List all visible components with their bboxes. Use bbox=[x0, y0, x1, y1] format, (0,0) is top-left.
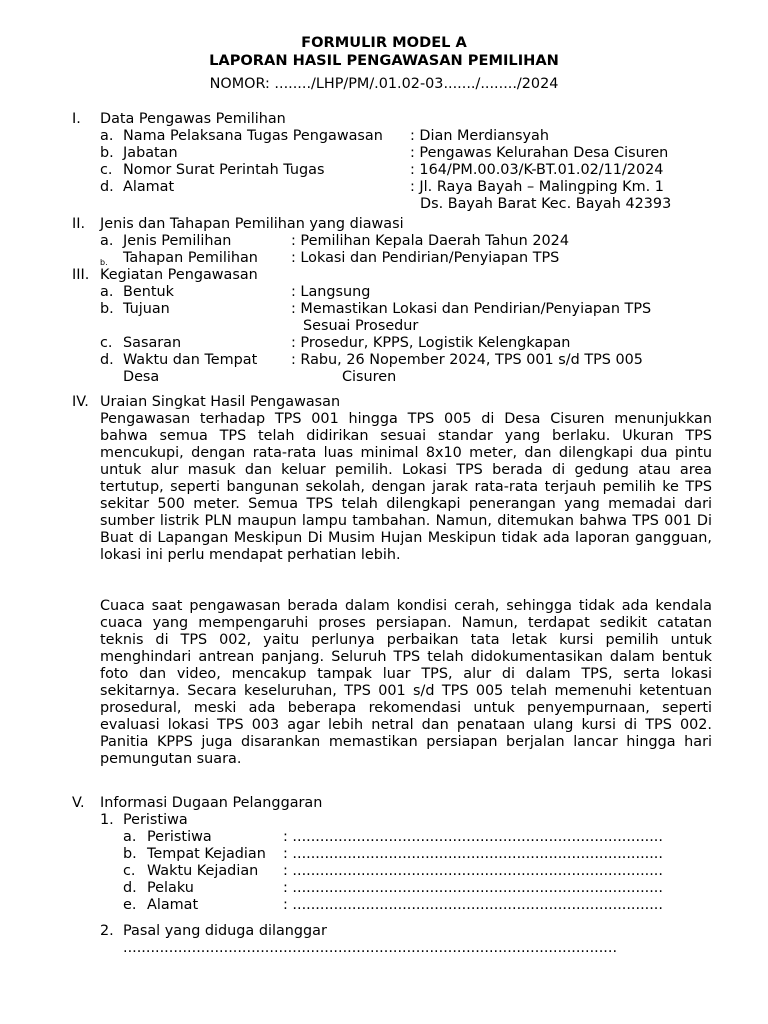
section-heading bbox=[0, 394, 768, 411]
field-label: Pelaku bbox=[147, 880, 194, 896]
field-value: : Dian Merdiansyah bbox=[410, 128, 549, 144]
item-letter: d. bbox=[123, 880, 137, 896]
field-label: Sasaran bbox=[123, 335, 182, 351]
item-letter: d. bbox=[100, 179, 114, 195]
section-number: I. bbox=[72, 111, 81, 127]
blank-field[interactable]: : ................................................................................. bbox=[283, 863, 663, 879]
form-title: FORMULIR MODEL A bbox=[301, 34, 467, 51]
field-label: Tujuan bbox=[123, 301, 170, 317]
field-row bbox=[0, 162, 768, 179]
item-label: Peristiwa bbox=[123, 812, 188, 828]
item-number: 2. bbox=[100, 923, 114, 939]
field-label: Tahapan Pemilihan bbox=[123, 250, 258, 266]
field-row-continued bbox=[0, 369, 768, 386]
section-5 bbox=[0, 795, 768, 957]
item-letter: a. bbox=[100, 128, 114, 144]
field-row bbox=[0, 284, 768, 301]
field-label: Alamat bbox=[123, 179, 175, 195]
section-3 bbox=[0, 267, 768, 386]
field-row bbox=[0, 179, 768, 196]
blank-line-field[interactable]: ............................................................................................................ bbox=[123, 940, 618, 956]
item-letter: b. bbox=[100, 145, 114, 161]
blank-field[interactable]: : ................................................................................. bbox=[283, 829, 663, 845]
field-label: Jabatan bbox=[123, 145, 178, 161]
blank-field[interactable]: : ................................................................................. bbox=[283, 897, 663, 913]
section-heading bbox=[0, 267, 768, 284]
blank-field[interactable]: : ................................................................................. bbox=[283, 880, 663, 896]
field-row-continued bbox=[0, 196, 768, 213]
blank-line bbox=[0, 940, 768, 957]
field-value: : 164/PM.00.03/K-BT.01.02/11/2024 bbox=[410, 162, 664, 178]
field-label: Waktu dan Tempat bbox=[123, 352, 258, 368]
field-label: Desa bbox=[123, 369, 160, 385]
field-label: Alamat bbox=[147, 897, 199, 913]
field-row-continued bbox=[0, 318, 768, 335]
section-title: Informasi Dugaan Pelanggaran bbox=[100, 795, 323, 811]
item-letter: a. bbox=[100, 284, 114, 300]
field-row bbox=[0, 233, 768, 250]
item-letter: e. bbox=[123, 897, 137, 913]
item-label: Pasal yang diduga dilanggar bbox=[123, 923, 327, 939]
item-letter: c. bbox=[100, 335, 113, 351]
section-heading bbox=[0, 795, 768, 812]
sub-item bbox=[0, 923, 768, 940]
section-number: II. bbox=[72, 216, 86, 232]
field-row bbox=[0, 352, 768, 369]
field-row bbox=[0, 829, 768, 846]
field-value: : Pemilihan Kepala Daerah Tahun 2024 bbox=[291, 233, 569, 249]
field-value: : Langsung bbox=[291, 284, 371, 300]
section-heading bbox=[0, 111, 768, 128]
field-value: : Prosedur, KPPS, Logistik Kelengkapan bbox=[291, 335, 571, 351]
report-title: LAPORAN HASIL PENGAWASAN PEMILIHAN bbox=[209, 52, 559, 69]
section-number: IV. bbox=[72, 394, 89, 410]
item-letter: b. bbox=[100, 301, 114, 317]
field-row bbox=[0, 301, 768, 318]
item-letter: c. bbox=[100, 162, 113, 178]
item-letter: a. bbox=[123, 829, 137, 845]
section-number: III. bbox=[72, 267, 90, 283]
section-title: Jenis dan Tahapan Pemilihan yang diawasi bbox=[100, 216, 404, 232]
field-row bbox=[0, 880, 768, 897]
section-title: Kegiatan Pengawasan bbox=[100, 267, 258, 283]
field-label: Nama Pelaksana Tugas Pengawasan bbox=[123, 128, 383, 144]
field-value: : Pengawas Kelurahan Desa Cisuren bbox=[410, 145, 669, 161]
field-row bbox=[0, 128, 768, 145]
item-letter: b. bbox=[100, 258, 108, 267]
field-label: Bentuk bbox=[123, 284, 174, 300]
field-label: Jenis Pemilihan bbox=[123, 233, 232, 249]
section-title: Uraian Singkat Hasil Pengawasan bbox=[100, 394, 341, 410]
field-value: : Memastikan Lokasi dan Pendirian/Penyiapan TPS bbox=[291, 301, 652, 317]
field-row bbox=[0, 863, 768, 880]
field-label: Waktu Kejadian bbox=[147, 863, 259, 879]
section-number: V. bbox=[72, 795, 85, 811]
field-value: : Lokasi dan Pendirian/Penyiapan TPS bbox=[291, 250, 560, 266]
field-value: Ds. Bayah Barat Kec. Bayah 42393 bbox=[420, 196, 672, 212]
summary-paragraph-2: Cuaca saat pengawasan berada dalam kondisi cerah, sehingga tidak ada kendala cuaca yang mempengaruhi proses persiapan. Namun, terdapat sedikit catatan teknis di TPS 002, yaitu perlunya perbaikan tata letak kursi pemilih untuk menghindari antrean panjang. Seluruh TPS telah didokumentasikan dalam bentuk foto dan video, mencakup tampak luar TPS, alur di dalam TPS, serta lokasi sekitarnya. Secara keseluruhan, TPS 001 s/d TPS 005 telah memenuhi ketentuan prosedural, meski ada beberapa rekomendasi untuk penyempurnaan, seperti evaluasi lokasi TPS 003 agar lebih netral dan penataan ulang kursi di TPS 002. Panitia KPPS juga disarankan memastikan persiapan berjalan lancar hingga hari pemungutan suara. bbox=[100, 598, 712, 767]
field-row bbox=[0, 145, 768, 162]
field-row bbox=[0, 897, 768, 914]
section-2 bbox=[0, 216, 768, 267]
field-row bbox=[0, 846, 768, 863]
blank-field[interactable]: : ................................................................................. bbox=[283, 846, 663, 862]
item-letter: c. bbox=[123, 863, 136, 879]
item-letter: b. bbox=[123, 846, 137, 862]
document-number: NOMOR: ......../LHP/PM/.01.02-03......./......../2024 bbox=[209, 76, 559, 92]
section-heading bbox=[0, 216, 768, 233]
field-value: Sesuai Prosedur bbox=[303, 318, 419, 334]
field-value: Cisuren bbox=[342, 369, 397, 385]
item-number: 1. bbox=[100, 812, 114, 828]
field-row bbox=[0, 250, 768, 267]
field-row bbox=[0, 335, 768, 352]
section-4 bbox=[0, 394, 768, 794]
section-1 bbox=[0, 111, 768, 213]
field-value: : Jl. Raya Bayah – Malingping Km. 1 bbox=[410, 179, 664, 195]
item-letter: a. bbox=[100, 233, 114, 249]
item-letter: d. bbox=[100, 352, 114, 368]
section-title: Data Pengawas Pemilihan bbox=[100, 111, 286, 127]
field-label: Tempat Kejadian bbox=[147, 846, 266, 862]
field-value: : Rabu, 26 Nopember 2024, TPS 001 s/d TPS 005 bbox=[291, 352, 643, 368]
field-label: Peristiwa bbox=[147, 829, 212, 845]
sub-item bbox=[0, 812, 768, 829]
summary-paragraph-1: Pengawasan terhadap TPS 001 hingga TPS 005 di Desa Cisuren menunjukkan bahwa semua TPS telah didirikan sesuai standar yang berlaku. Ukuran TPS mencukupi, dengan rata-rata luas minimal 8x10 meter, dan dilengkapi dua pintu untuk alur masuk dan keluar pemilih. Lokasi TPS berada di gedung atau area tertutup, seperti bangunan sekolah, dengan jarak rata-rata terjauh pemilih ke TPS sekitar 500 meter. Semua TPS telah dilengkapi penerangan yang memadai dari sumber listrik PLN maupun lampu tambahan. Namun, ditemukan bahwa TPS 001 Di Buat di Lapangan Meskipun Di Musim Hujan Meskipun tidak ada laporan gangguan, lokasi ini perlu mendapat perhatian lebih. bbox=[100, 411, 712, 563]
field-label: Nomor Surat Perintah Tugas bbox=[123, 162, 325, 178]
